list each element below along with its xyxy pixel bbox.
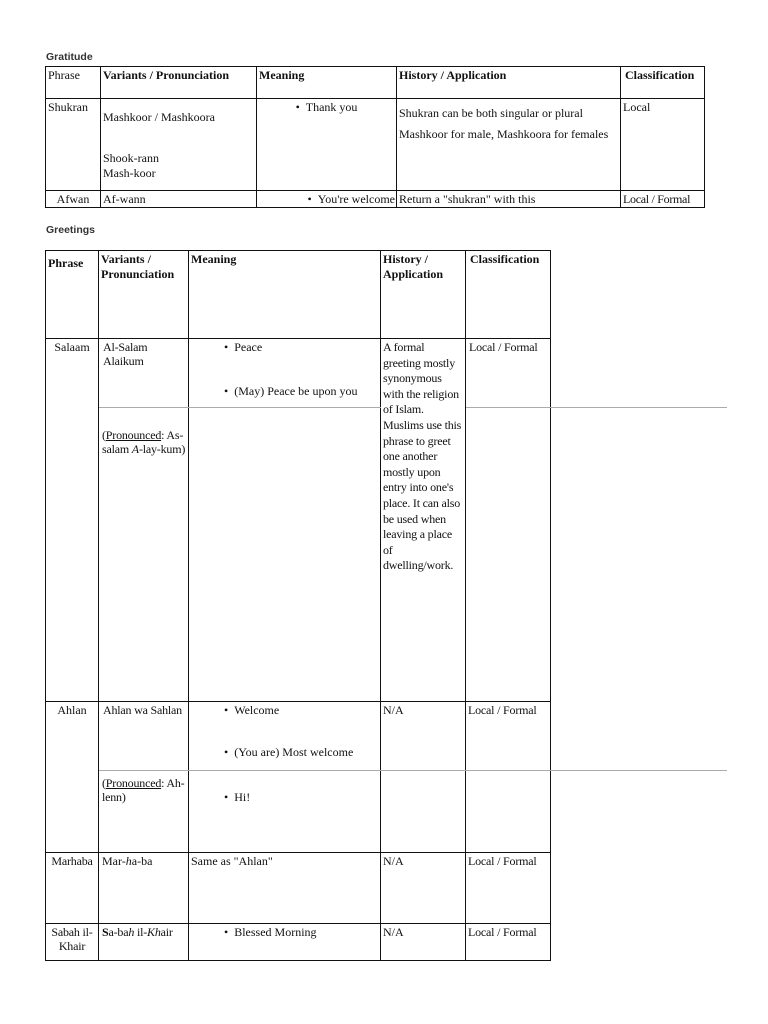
gratitude-header-classification: Classification	[620, 66, 705, 99]
classification-cell: Local / Formal	[465, 923, 551, 961]
history-cell: N/A	[380, 852, 466, 924]
table-row	[45, 923, 99, 961]
phrase-cell: Salaam	[54, 340, 90, 354]
variants-cell: Af-wann	[100, 190, 257, 208]
meaning-cell: • Blessed Morning	[188, 923, 381, 961]
meaning-cell: • Thank you	[256, 98, 397, 191]
gratitude-header-variants: Variants / Pronunciation	[100, 66, 257, 99]
greetings-header-meaning: Meaning	[188, 250, 381, 339]
phrase-cell: Marhaba	[51, 854, 93, 868]
greetings-header-variants: Variants / Pronunciation	[98, 250, 189, 339]
history-cell: Return a "shukran" with this	[396, 190, 621, 208]
row-divider-line	[99, 770, 727, 771]
greetings-header-history: History / Application	[380, 250, 466, 339]
gratitude-header-meaning: Meaning	[256, 66, 397, 99]
gratitude-header-history: History / Application	[396, 66, 621, 99]
history-cell: N/A	[380, 923, 466, 961]
table-row	[45, 852, 99, 924]
gratitude-header-phrase: Phrase	[45, 66, 101, 99]
meaning-cell: • Peace • (May) Peace be upon you	[188, 338, 381, 702]
phrase-cell: Afwan	[56, 192, 90, 206]
greetings-header-phrase: Phrase	[45, 250, 99, 339]
classification-cell: Local / Formal	[465, 338, 551, 702]
table-row	[45, 190, 101, 208]
variants-cell: Sa-bah il-Khair	[98, 923, 189, 961]
phrase-cell: Shukran	[48, 100, 88, 114]
variants-cell: Ahlan wa Sahlan (Pronounced: Ah-lenn)	[98, 701, 189, 853]
classification-cell: Local / Formal	[465, 852, 551, 924]
phrase-cell: Sabah il-Khair	[51, 925, 93, 953]
variants-cell: Al-Salam Alaikum (Pronounced: As-salam A-lay-kum)	[98, 338, 189, 702]
history-cell: A formal greeting mostly synonymous with the religion of Islam. Muslims use this phrase to greet one another mostly upon entry into one's place. It can also be used when leaving a place of dwelling/work.	[380, 338, 466, 702]
greetings-section-title: Greetings	[46, 224, 96, 236]
row-divider-line	[466, 407, 727, 408]
greetings-header-classification: Classification	[465, 250, 551, 339]
history-cell: Shukran can be both singular or plural Mashkoor for male, Mashkoora for females	[396, 98, 621, 191]
history-cell: N/A	[380, 701, 466, 853]
classification-cell: Local / Formal	[465, 701, 551, 853]
table-row	[45, 338, 99, 702]
table-row	[45, 701, 99, 853]
variants-cell: Mashkoor / Mashkoora Shook-rann Mash-koor	[100, 98, 257, 191]
table-row	[45, 98, 101, 191]
row-divider-line	[99, 407, 381, 408]
variants-cell: Mar-ha-ba	[98, 852, 189, 924]
phrase-cell: Ahlan	[57, 703, 87, 717]
classification-cell: Local	[620, 98, 705, 191]
meaning-cell: • Welcome • (You are) Most welcome • Hi!	[188, 701, 381, 853]
meaning-cell: • You're welcome	[256, 190, 397, 208]
meaning-cell: Same as "Ahlan"	[188, 852, 381, 924]
gratitude-section-title: Gratitude	[46, 51, 93, 63]
classification-cell: Local / Formal	[620, 190, 705, 208]
